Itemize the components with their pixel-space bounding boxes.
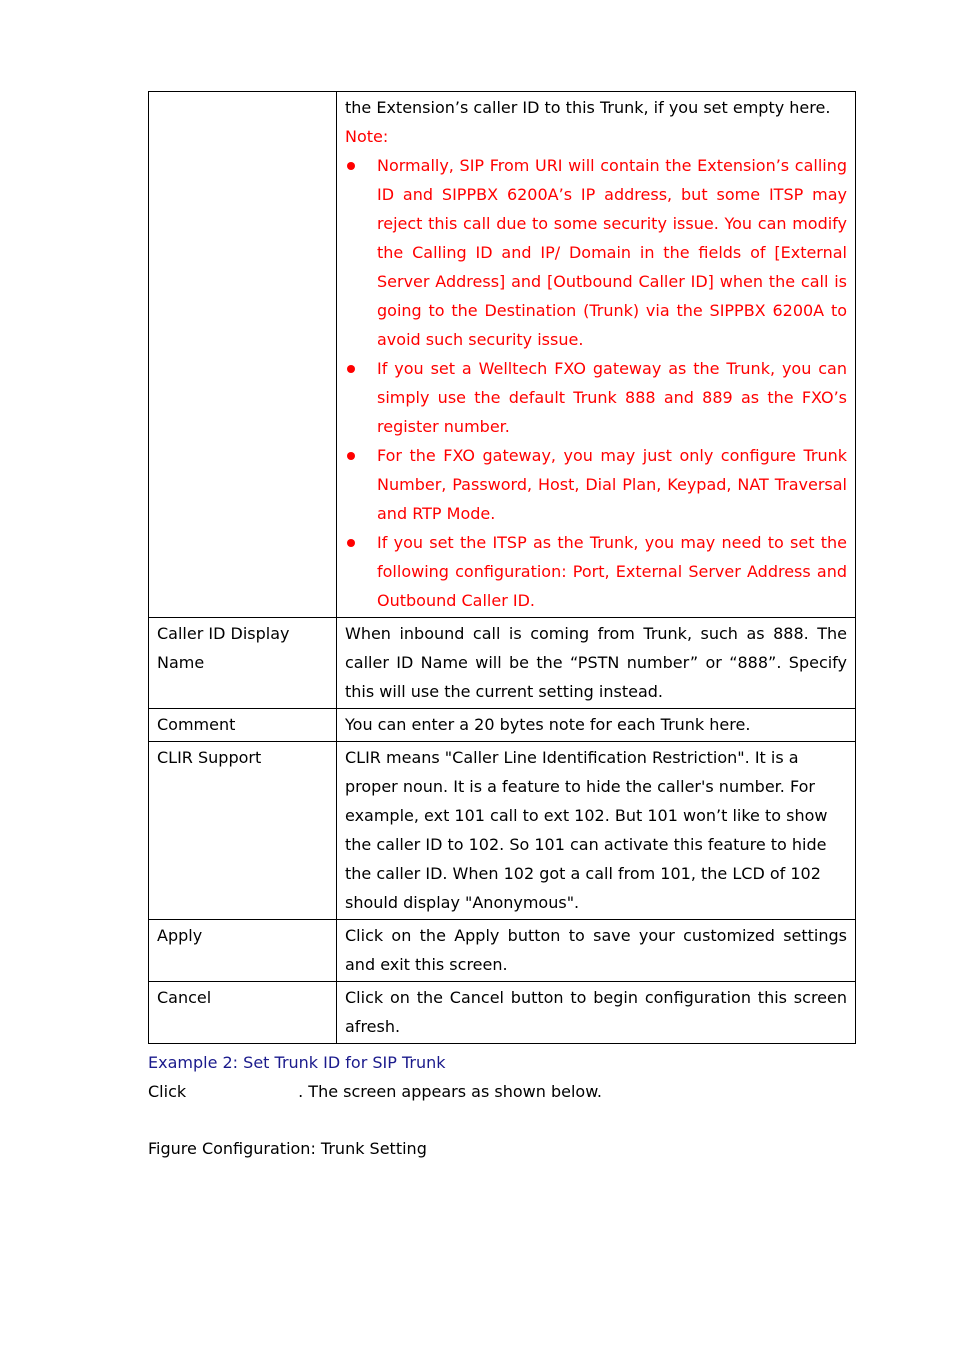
field-cell: Caller ID Display Name [149, 618, 337, 709]
note-item: For the FXO gateway, you may just only configure Trunk Number, Password, Host, Dial Plan, Keypad, NAT Traversal and RTP Mode. [345, 441, 847, 528]
field-cell: Apply [149, 920, 337, 982]
table-row-continued [149, 92, 856, 618]
note-item: If you set a Welltech FXO gateway as the Trunk, you can simply use the default Trunk 888 and 889 as the FXO’s register number. [345, 354, 847, 441]
intro-text: the Extension’s caller ID to this Trunk, if you set empty here. [345, 98, 831, 117]
parameter-table [148, 91, 856, 1044]
description-cell: Click on the Apply button to save your customized settings and exit this screen. [337, 920, 856, 982]
field-cell: Comment [149, 709, 337, 742]
description-cell: When inbound call is coming from Trunk, such as 888. The caller ID Name will be the “PSTN number” or “888”. Specify this will use the current setting instead. [337, 618, 856, 709]
note-list [345, 151, 847, 615]
note-item: Normally, SIP From URI will contain the Extension’s calling ID and SIPPBX 6200A’s IP address, but some ITSP may reject this call due to some security issue. You can modify the Calling ID and IP/ Domain in the fields of [External Server Address] and [Outbound Caller ID] when the call is going to the Destination (Trunk) via the SIPPBX 6200A to avoid such security issue. [345, 151, 847, 354]
field-cell: Cancel [149, 982, 337, 1044]
click-suffix: . The screen appears as shown below. [298, 1082, 602, 1101]
click-instruction [148, 1079, 602, 1105]
description-cell: Click on the Cancel button to begin configuration this screen afresh. [337, 982, 856, 1044]
spec-table-container [148, 91, 856, 1044]
note-label: Note: [345, 127, 389, 146]
table-row [149, 982, 856, 1044]
bullet-icon [347, 365, 355, 373]
note-item: If you set the ITSP as the Trunk, you may need to set the following configuration: Port, External Server Address and Outbound Caller ID. [345, 528, 847, 615]
description-cell [337, 92, 856, 618]
table-row [149, 742, 856, 920]
table-row [149, 709, 856, 742]
figure-caption: Figure Configuration: Trunk Setting [148, 1139, 427, 1158]
bullet-icon [347, 162, 355, 170]
click-prefix: Click [148, 1082, 187, 1101]
example-heading: Example 2: Set Trunk ID for SIP Trunk [148, 1053, 446, 1072]
field-cell: CLIR Support [149, 742, 337, 920]
table-row [149, 920, 856, 982]
bullet-icon [347, 452, 355, 460]
bullet-icon [347, 539, 355, 547]
table-row [149, 618, 856, 709]
description-cell: You can enter a 20 bytes note for each Trunk here. [337, 709, 856, 742]
description-cell: CLIR means "Caller Line Identification Restriction". It is a proper noun. It is a feature to hide the caller's number. For example, ext 101 call to ext 102. But 101 won’t like to show the caller ID to 102. So 101 can activate this feature to hide the caller ID. When 102 got a call from 101, the LCD of 102 should display "Anonymous". [337, 742, 856, 920]
field-cell-empty [149, 92, 337, 618]
